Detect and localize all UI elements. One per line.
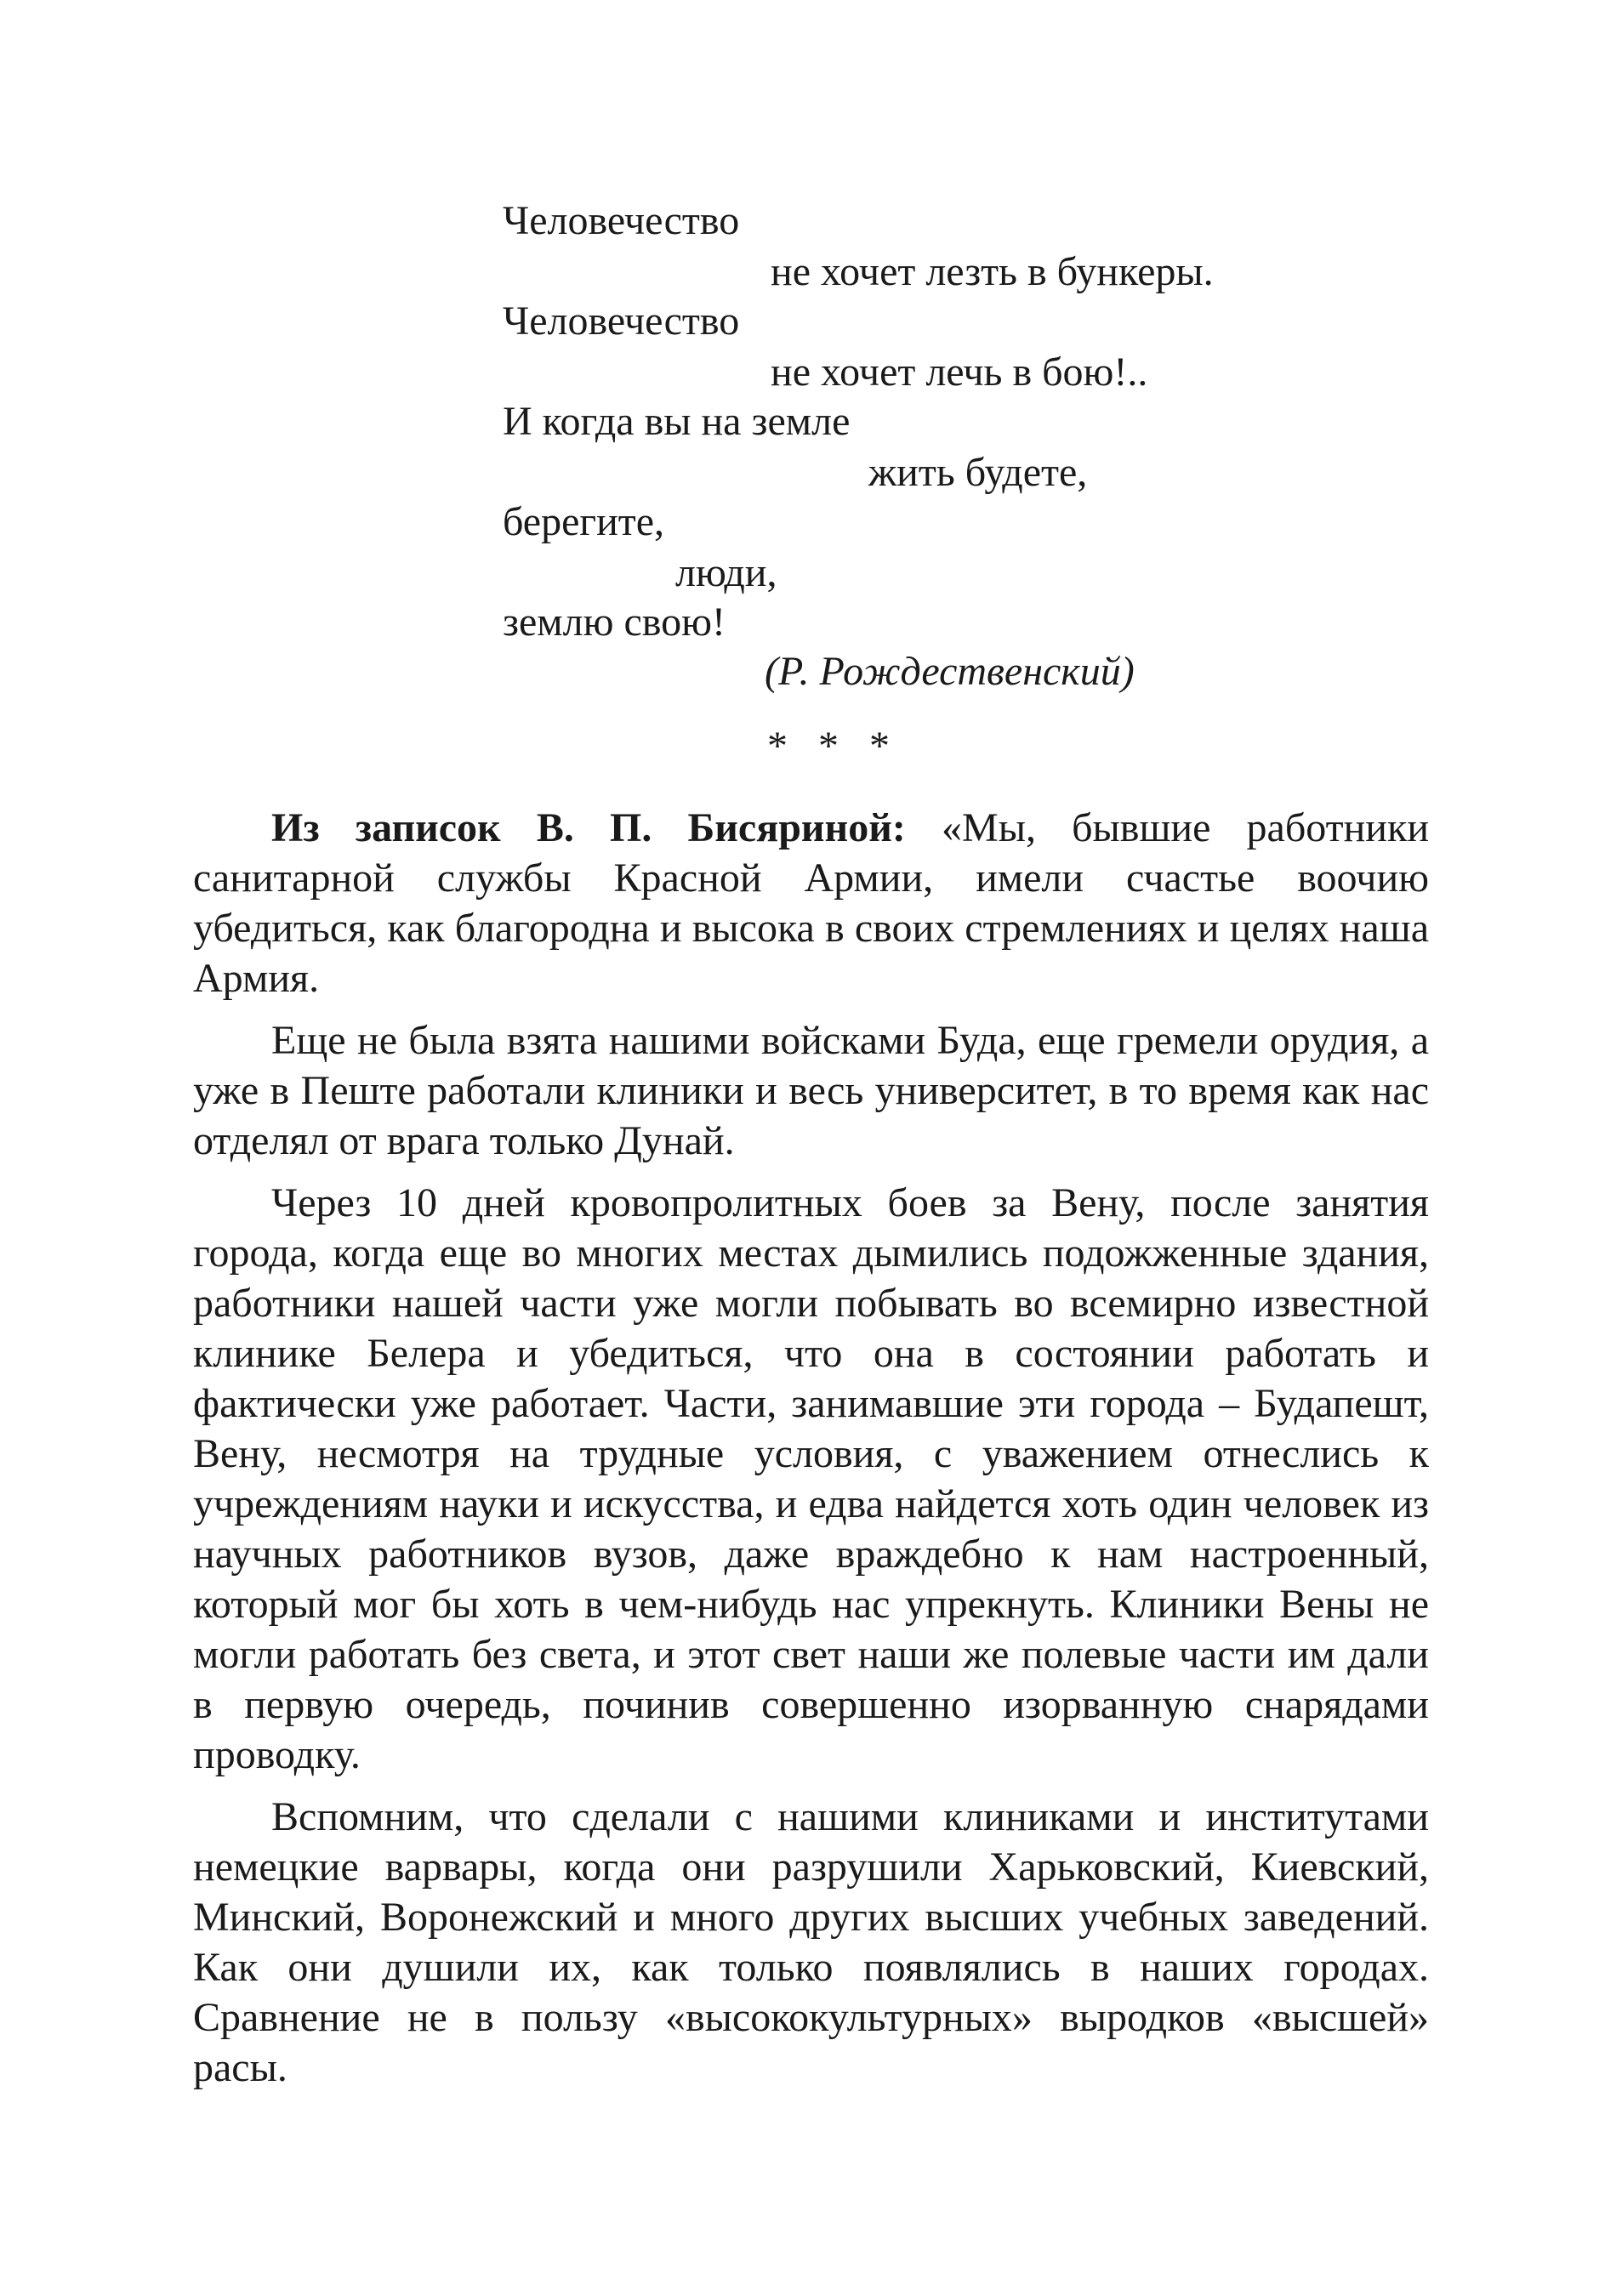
poem-attribution: (Р. Рождественский) [765,649,1135,694]
paragraph-1-text: «Мы, бывшие работники санитарной службы Красной Армии, имели счастье воочию убедиться, как благородна и высока в своих стремлениях и целях наша Армия. [193,805,1430,1001]
poem-line-3: Человечество [503,298,740,344]
poem-line-9: землю свою! [503,600,726,645]
poem-line-2: не хочет лезть в бункеры. [771,249,1214,294]
paragraph-2: Еще не была взята нашими войсками Буда, еще гремели орудия, а уже в Пеште работали клиники и весь университет, в то время как нас отделял от врага только Дунай. [193,1018,1429,1163]
poem-line-6: жить будете, [868,450,1088,495]
poem-line-8: люди, [675,550,777,595]
paragraph-1 [193,803,1429,1003]
section-separator: * * * [767,724,900,769]
memoir-excerpt [193,803,1429,2093]
paragraph-3: Через 10 дней кровопролитных боев за Вену, после занятия города, когда еще во многих местах дымились подожженные здания, работники нашей части уже могли побывать во всемирно известной клинике Белера и убедиться, что она в состоянии работать и фактически уже работает. Части, занимавшие эти города – Будапешт, Вену, несмотря на трудные условия, с уважением отнеслись к учреждениям науки и искусства, и едва найдется хоть один человек из научных работников вузов, даже враждебно к нам настроенный, который мог бы хоть в чем-нибудь нас упрекнуть. Клиники Вены не могли работать без света, и этот свет наши же полевые части им дали в первую очередь, починив совершенно изорванную снарядами проводку. [193,1180,1429,1777]
poem-line-5: И когда вы на земле [503,399,851,444]
poem-line-4: не хочет лечь в бою!.. [771,350,1148,395]
poem-line-7: берегите, [503,499,665,544]
poem-line-1: Человечество [503,198,740,243]
paragraph-4: Вспомним, что сделали с нашими клиниками и институтами немецкие варвары, когда они разрушили Харьковский, Киевский, Минский, Воронежский и много других высших учебных заведений. Как они душили их, как только появлялись в наших городах. Сравнение не в пользу «высококультурных» выродков «высшей» расы. [193,1794,1429,2090]
source-heading: Из записок В. П. Бисяриной: [271,805,906,850]
